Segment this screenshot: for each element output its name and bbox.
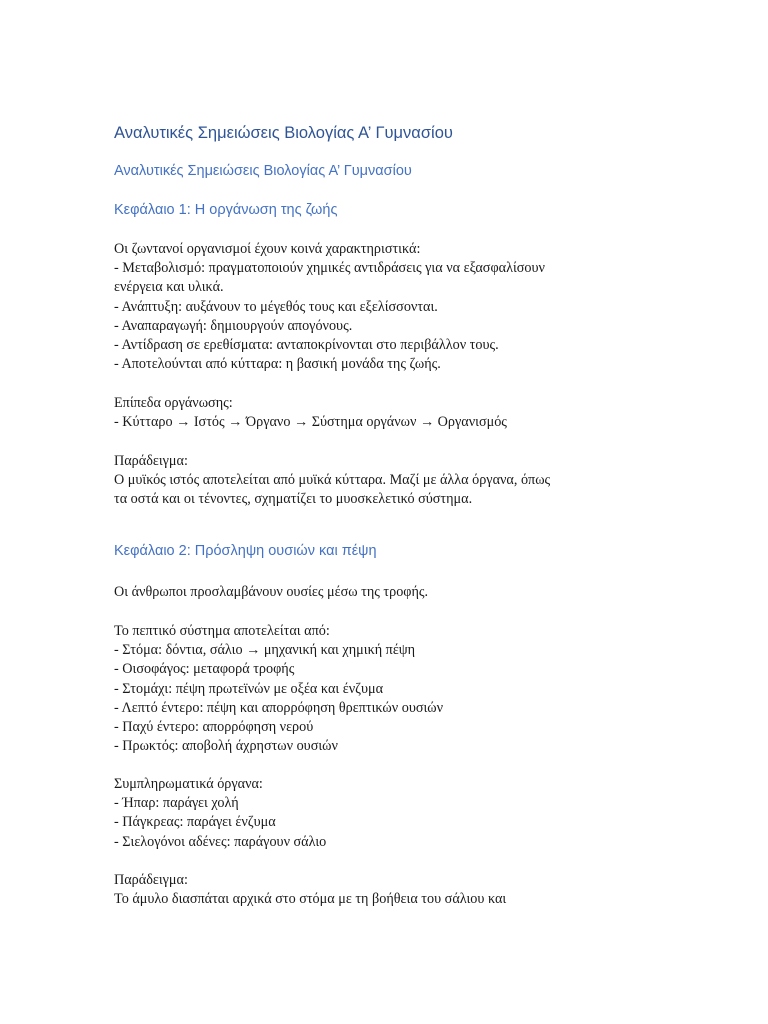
text-line: Οι άνθρωποι προσλαμβάνουν ουσίες μέσω της τροφής. <box>114 584 429 600</box>
chapter-1-heading: Κεφάλαιο 1: Η οργάνωση της ζωής <box>114 202 338 218</box>
text-line: - Παχύ έντερο: απορρόφηση νερού <box>114 719 314 736</box>
text-line: Το άμυλο διασπάται αρχικά στο στόμα με τη βοήθεια του σάλιου και <box>114 891 507 908</box>
text-line: Οι ζωντανοί οργανισμοί έχουν κοινά χαρακτηριστικά: <box>114 241 421 257</box>
text-line: - Πάγκρεας: παράγει ένζυμα <box>114 814 276 831</box>
text-line: - Λεπτό έντερο: πέψη και απορρόφηση θρεπτικών ουσιών <box>114 699 444 716</box>
text-line: - Αντίδραση σε ερεθίσματα: ανταποκρίνονται στο περιβάλλον τους. <box>114 337 499 354</box>
text-line: - Σιελογόνοι αδένες: παράγουν σάλιο <box>114 833 327 850</box>
text-line: - Ανάπτυξη: αυξάνουν το μέγεθός τους και εξελίσσονται. <box>114 298 438 315</box>
text-line: - Οισοφάγος: μεταφορά τροφής <box>114 661 295 678</box>
text-line: ενέργεια και υλικά. <box>114 279 224 296</box>
text-line: Επίπεδα οργάνωσης: <box>114 395 233 411</box>
text-line: - Κύτταρο → Ιστός → Όργανο → Σύστημα οργάνων → Οργανισμός <box>114 414 507 431</box>
text-line: Ο μυϊκός ιστός αποτελείται από μυϊκά κύτταρα. Μαζί με άλλα όργανα, όπως <box>114 472 551 489</box>
text-line: Το πεπτικό σύστημα αποτελείται από: <box>114 623 330 639</box>
document-title: Αναλυτικές Σημειώσεις Βιολογίας Α’ Γυμνασίου <box>114 124 453 142</box>
text-line: - Στόμα: δόντια, σάλιο → μηχανική και χημική πέψη <box>114 642 416 659</box>
document-subtitle: Αναλυτικές Σημειώσεις Βιολογίας Α’ Γυμνασίου <box>114 163 412 179</box>
text-line: - Αναπαραγωγή: δημιουργούν απογόνους. <box>114 317 353 334</box>
chapter-2-example <box>114 871 674 909</box>
text-line: - Στομάχι: πέψη πρωτεϊνών με οξέα και ένζυμα <box>114 680 384 697</box>
chapter-2-digestive-system <box>114 622 674 756</box>
text-line: - Μεταβολισμό: πραγματοποιούν χημικές αντιδράσεις για να εξασφαλίσουν <box>114 260 545 277</box>
chapter-1-characteristics <box>114 240 674 374</box>
text-line: τα οστά και οι τένοντες, σχηματίζει το μυοσκελετικό σύστημα. <box>114 491 473 508</box>
chapter-2-heading: Κεφάλαιο 2: Πρόσληψη ουσιών και πέψη <box>114 543 377 559</box>
text-line: Παράδειγμα: <box>114 453 188 469</box>
text-line: Παράδειγμα: <box>114 872 188 888</box>
text-line: - Αποτελούνται από κύτταρα: η βασική μονάδα της ζωής. <box>114 356 441 373</box>
text-line: - Πρωκτός: αποβολή άχρηστων ουσιών <box>114 738 338 755</box>
chapter-1-levels <box>114 394 674 432</box>
chapter-1-example <box>114 452 674 510</box>
chapter-2-intro <box>114 583 674 602</box>
text-line: - Ήπαρ: παράγει χολή <box>114 795 239 812</box>
chapter-2-accessory-organs <box>114 775 674 852</box>
text-line: Συμπληρωματικά όργανα: <box>114 776 263 792</box>
